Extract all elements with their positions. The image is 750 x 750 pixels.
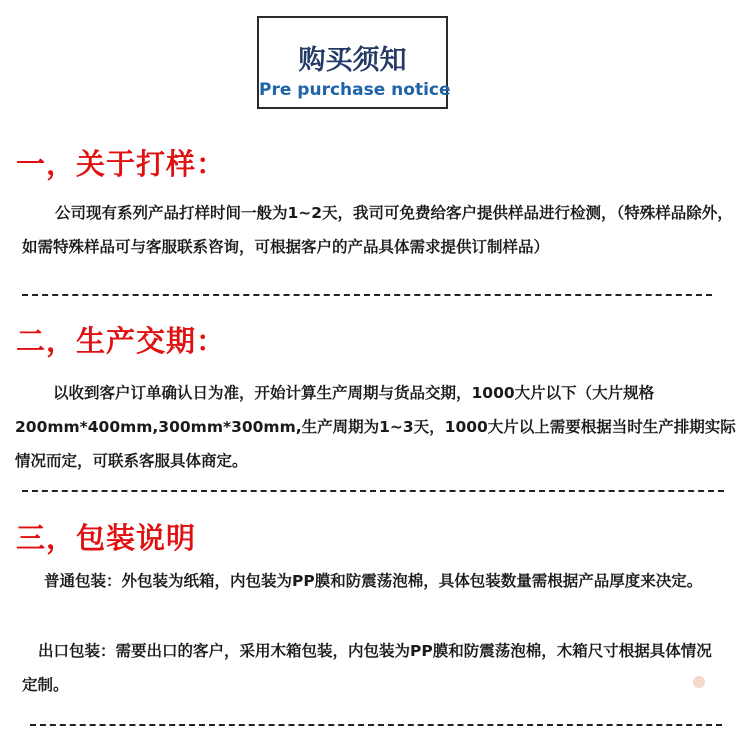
section-heading-packaging: 三，包装说明 — [16, 521, 197, 555]
title-box — [257, 16, 451, 109]
page-subtitle: Pre purchase notice — [259, 80, 451, 100]
divider — [22, 490, 724, 492]
sampling-paragraph: 公司现有系列产品打样时间一般为1~2天，我司可免费给客户提供样品进行检测，（特殊样品除外，如需特殊样品可与客服联系咨询，可根据客户的产品具体需求提供订制样品） — [22, 204, 733, 256]
divider — [30, 724, 722, 726]
packaging-export-paragraph: 出口包装：需要出口的客户，采用木箱包装，内包装为PP膜和防震荡泡棉，木箱尺寸根据具体情况定制。 — [22, 642, 712, 694]
decorative-dot — [693, 676, 705, 688]
packaging-standard-paragraph: 普通包装：外包装为纸箱，内包装为PP膜和防震荡泡棉，具体包装数量需根据产品厚度来决定。 — [44, 572, 703, 590]
page-title: 购买须知 — [298, 45, 407, 76]
section-heading-lead-time: 二，生产交期： — [16, 324, 227, 358]
section-heading-sampling: 一，关于打样： — [16, 147, 227, 181]
lead-time-paragraph: 以收到客户订单确认日为准，开始计算生产周期与货品交期，1000大片以下（大片规格200mm*400mm,300mm*300mm,生产周期为1~3天，1000大片以上需要根据当时生产排期实际情况而定，可联系客服具体商定。 — [15, 384, 736, 470]
divider — [22, 294, 712, 296]
